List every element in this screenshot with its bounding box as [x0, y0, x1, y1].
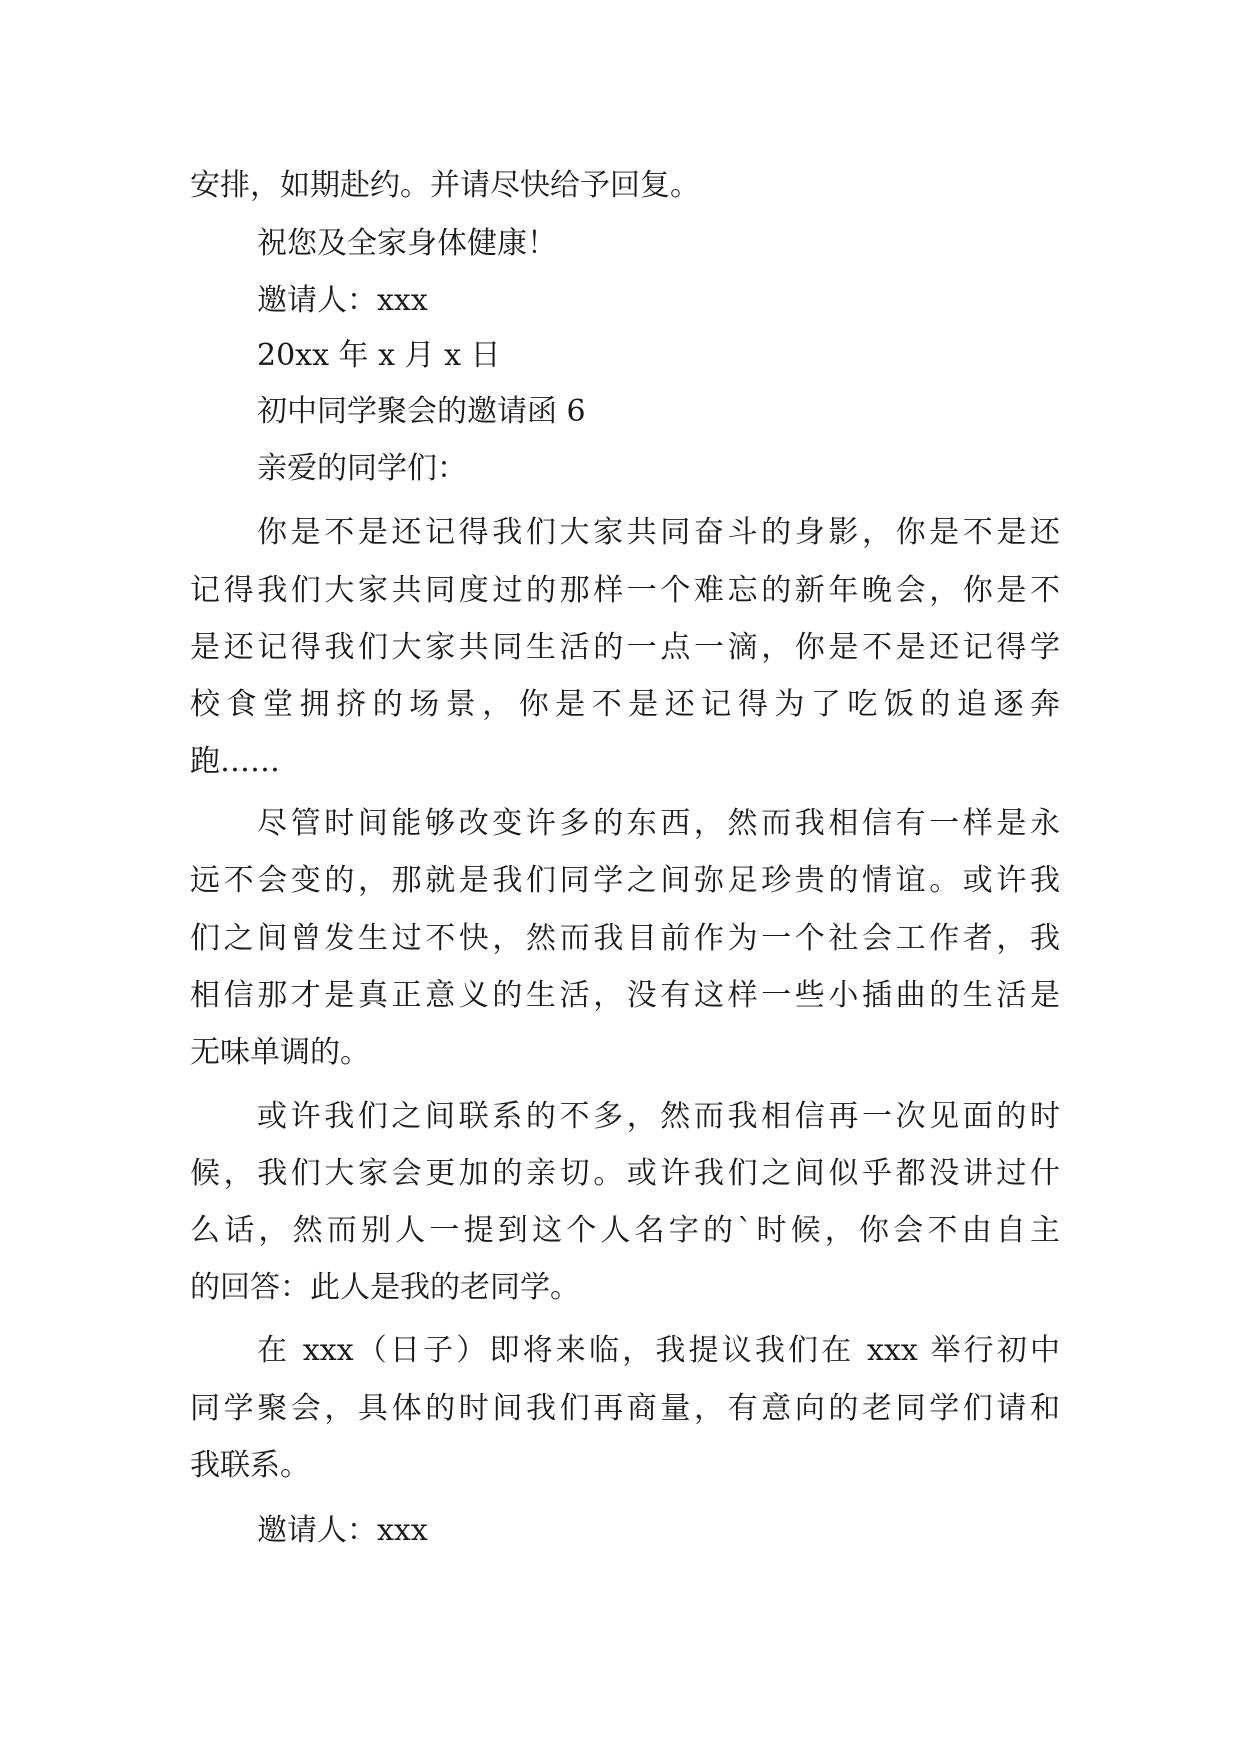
paragraph-line: 无味单调的。: [190, 1035, 370, 1070]
text-line-inviter: 邀请人：xxx: [257, 283, 428, 318]
text-line-wishes: 祝您及全家身体健康！: [257, 226, 557, 261]
paragraph-line: 记得我们大家共同度过的那样一个难忘的新年晚会，你是不: [190, 573, 1060, 608]
section-heading: 初中同学聚会的邀请函 6: [257, 394, 586, 429]
paragraph-line: 你是不是还记得我们大家共同奋斗的身影，你是不是还: [257, 515, 1060, 550]
paragraph-line: 的回答：此人是我的老同学。: [190, 1270, 580, 1305]
text-line-inviter-signature: 邀请人：xxx: [257, 1513, 428, 1548]
paragraph-line: 在 xxx（日子）即将来临，我提议我们在 xxx 举行初中: [257, 1333, 1060, 1368]
text-line-closing-continuation: 安排，如期赴约。并请尽快给予回复。: [190, 168, 700, 203]
paragraph-line: 同学聚会，具体的时间我们再商量，有意向的老同学们请和: [190, 1391, 1060, 1426]
text-line-salutation: 亲爱的同学们：: [257, 451, 467, 486]
text-line-date: 20xx 年 x 月 x 日: [257, 338, 501, 373]
paragraph-line: 相信那才是真正意义的生活，没有这样一些小插曲的生活是: [190, 978, 1060, 1013]
paragraph-line: 跑……: [190, 744, 280, 779]
paragraph-line: 候，我们大家会更加的亲切。或许我们之间似乎都没讲过什: [190, 1156, 1060, 1191]
paragraph-line: 远不会变的，那就是我们同学之间弥足珍贵的情谊。或许我: [190, 863, 1060, 898]
paragraph-line: 尽管时间能够改变许多的东西，然而我相信有一样是永: [257, 806, 1060, 841]
paragraph-line: 么话，然而别人一提到这个人名字的`时候，你会不由自主: [190, 1213, 1060, 1248]
paragraph-line: 是还记得我们大家共同生活的一点一滴，你是不是还记得学: [190, 630, 1060, 665]
paragraph-line: 我联系。: [190, 1448, 310, 1483]
paragraph-line: 校食堂拥挤的场景，你是不是还记得为了吃饭的追逐奔: [190, 687, 1060, 722]
paragraph-line: 们之间曾发生过不快，然而我目前作为一个社会工作者，我: [190, 921, 1060, 956]
paragraph-line: 或许我们之间联系的不多，然而我相信再一次见面的时: [257, 1099, 1060, 1134]
